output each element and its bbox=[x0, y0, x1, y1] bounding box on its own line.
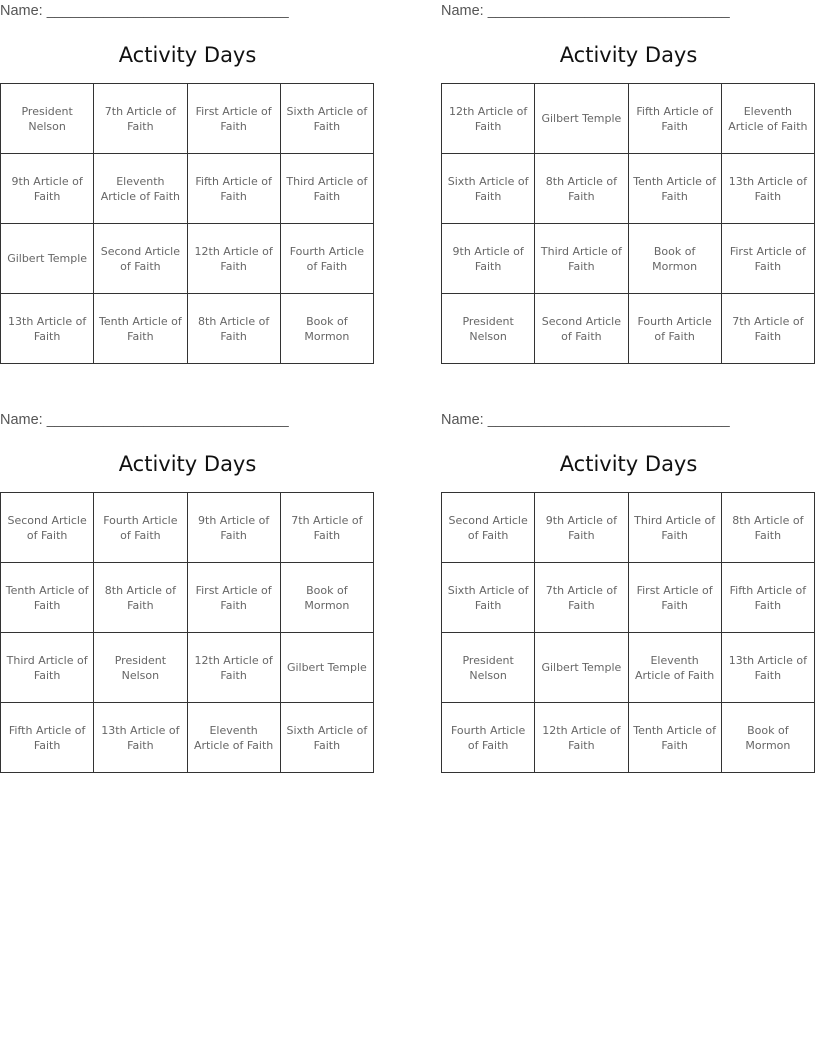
grid-cell: First Article of Faith bbox=[187, 84, 280, 154]
bingo-card-4 bbox=[441, 409, 816, 774]
grid-cell: Book of Mormon bbox=[280, 294, 373, 364]
grid-cell: Gilbert Temple bbox=[535, 633, 628, 703]
grid-cell: 7th Article of Faith bbox=[94, 84, 187, 154]
grid-cell: Third Article of Faith bbox=[535, 224, 628, 294]
grid-cell: President Nelson bbox=[442, 294, 535, 364]
name-field-label: Name: ______________________________ bbox=[0, 412, 289, 428]
grid-cell: 8th Article of Faith bbox=[721, 493, 814, 563]
grid-cell: 7th Article of Faith bbox=[721, 294, 814, 364]
grid-row bbox=[1, 493, 374, 563]
grid-cell: 7th Article of Faith bbox=[535, 563, 628, 633]
grid-cell: Tenth Article of Faith bbox=[94, 294, 187, 364]
grid-cell: First Article of Faith bbox=[187, 563, 280, 633]
grid-row bbox=[442, 703, 815, 773]
grid-row bbox=[442, 84, 815, 154]
grid-row bbox=[442, 563, 815, 633]
grid-row bbox=[1, 563, 374, 633]
bingo-grid bbox=[441, 492, 815, 773]
name-field-label: Name: ______________________________ bbox=[441, 412, 730, 428]
grid-row bbox=[1, 154, 374, 224]
grid-cell: Fifth Article of Faith bbox=[721, 563, 814, 633]
grid-cell: Eleventh Article of Faith bbox=[94, 154, 187, 224]
card-title: Activity Days bbox=[559, 43, 698, 67]
grid-cell: 7th Article of Faith bbox=[280, 493, 373, 563]
grid-cell: Tenth Article of Faith bbox=[1, 563, 94, 633]
grid-cell: 12th Article of Faith bbox=[187, 224, 280, 294]
grid-cell: President Nelson bbox=[94, 633, 187, 703]
grid-cell: 8th Article of Faith bbox=[94, 563, 187, 633]
name-field-label: Name: ______________________________ bbox=[0, 3, 289, 19]
grid-cell: Book of Mormon bbox=[721, 703, 814, 773]
grid-row bbox=[1, 84, 374, 154]
grid-cell: President Nelson bbox=[442, 633, 535, 703]
grid-cell: Second Article of Faith bbox=[442, 493, 535, 563]
grid-cell: Fourth Article of Faith bbox=[628, 294, 721, 364]
grid-cell: Third Article of Faith bbox=[1, 633, 94, 703]
grid-cell: Fifth Article of Faith bbox=[628, 84, 721, 154]
grid-cell: Third Article of Faith bbox=[628, 493, 721, 563]
grid-cell: Second Article of Faith bbox=[1, 493, 94, 563]
grid-cell: Gilbert Temple bbox=[1, 224, 94, 294]
grid-cell: Tenth Article of Faith bbox=[628, 154, 721, 224]
grid-cell: 13th Article of Faith bbox=[721, 633, 814, 703]
grid-row bbox=[442, 224, 815, 294]
grid-cell: Sixth Article of Faith bbox=[442, 154, 535, 224]
grid-cell: 12th Article of Faith bbox=[535, 703, 628, 773]
card-title: Activity Days bbox=[559, 452, 698, 476]
grid-cell: Sixth Article of Faith bbox=[280, 84, 373, 154]
grid-cell: Fifth Article of Faith bbox=[1, 703, 94, 773]
grid-cell: 12th Article of Faith bbox=[187, 633, 280, 703]
grid-cell: 9th Article of Faith bbox=[187, 493, 280, 563]
bingo-grid bbox=[0, 83, 374, 364]
grid-row bbox=[1, 224, 374, 294]
grid-cell: 9th Article of Faith bbox=[535, 493, 628, 563]
grid-cell: Fifth Article of Faith bbox=[187, 154, 280, 224]
grid-cell: President Nelson bbox=[1, 84, 94, 154]
grid-cell: 8th Article of Faith bbox=[187, 294, 280, 364]
grid-cell: Book of Mormon bbox=[280, 563, 373, 633]
grid-cell: Fourth Article of Faith bbox=[280, 224, 373, 294]
grid-cell: 9th Article of Faith bbox=[1, 154, 94, 224]
grid-cell: Tenth Article of Faith bbox=[628, 703, 721, 773]
bingo-card-1 bbox=[0, 0, 375, 365]
grid-cell: Gilbert Temple bbox=[280, 633, 373, 703]
grid-cell: Third Article of Faith bbox=[280, 154, 373, 224]
grid-cell: Sixth Article of Faith bbox=[442, 563, 535, 633]
grid-row bbox=[1, 633, 374, 703]
grid-cell: Sixth Article of Faith bbox=[280, 703, 373, 773]
grid-cell: Second Article of Faith bbox=[94, 224, 187, 294]
grid-cell: First Article of Faith bbox=[628, 563, 721, 633]
bingo-grid bbox=[0, 492, 374, 773]
bingo-card-3 bbox=[0, 409, 375, 774]
grid-row bbox=[442, 633, 815, 703]
grid-cell: Book of Mormon bbox=[628, 224, 721, 294]
grid-cell: 13th Article of Faith bbox=[94, 703, 187, 773]
grid-cell: Eleventh Article of Faith bbox=[628, 633, 721, 703]
grid-row bbox=[442, 294, 815, 364]
grid-cell: Fourth Article of Faith bbox=[442, 703, 535, 773]
card-title: Activity Days bbox=[118, 452, 257, 476]
grid-cell: Second Article of Faith bbox=[535, 294, 628, 364]
grid-row bbox=[1, 703, 374, 773]
grid-cell: 13th Article of Faith bbox=[721, 154, 814, 224]
grid-cell: First Article of Faith bbox=[721, 224, 814, 294]
grid-cell: 9th Article of Faith bbox=[442, 224, 535, 294]
name-field-label: Name: ______________________________ bbox=[441, 3, 730, 19]
bingo-grid bbox=[441, 83, 815, 364]
grid-cell: Gilbert Temple bbox=[535, 84, 628, 154]
grid-cell: 13th Article of Faith bbox=[1, 294, 94, 364]
grid-row bbox=[1, 294, 374, 364]
grid-cell: Eleventh Article of Faith bbox=[721, 84, 814, 154]
card-title: Activity Days bbox=[118, 43, 257, 67]
grid-cell: 12th Article of Faith bbox=[442, 84, 535, 154]
bingo-card-2 bbox=[441, 0, 816, 365]
grid-row bbox=[442, 493, 815, 563]
grid-row bbox=[442, 154, 815, 224]
grid-cell: Eleventh Article of Faith bbox=[187, 703, 280, 773]
grid-cell: 8th Article of Faith bbox=[535, 154, 628, 224]
grid-cell: Fourth Article of Faith bbox=[94, 493, 187, 563]
